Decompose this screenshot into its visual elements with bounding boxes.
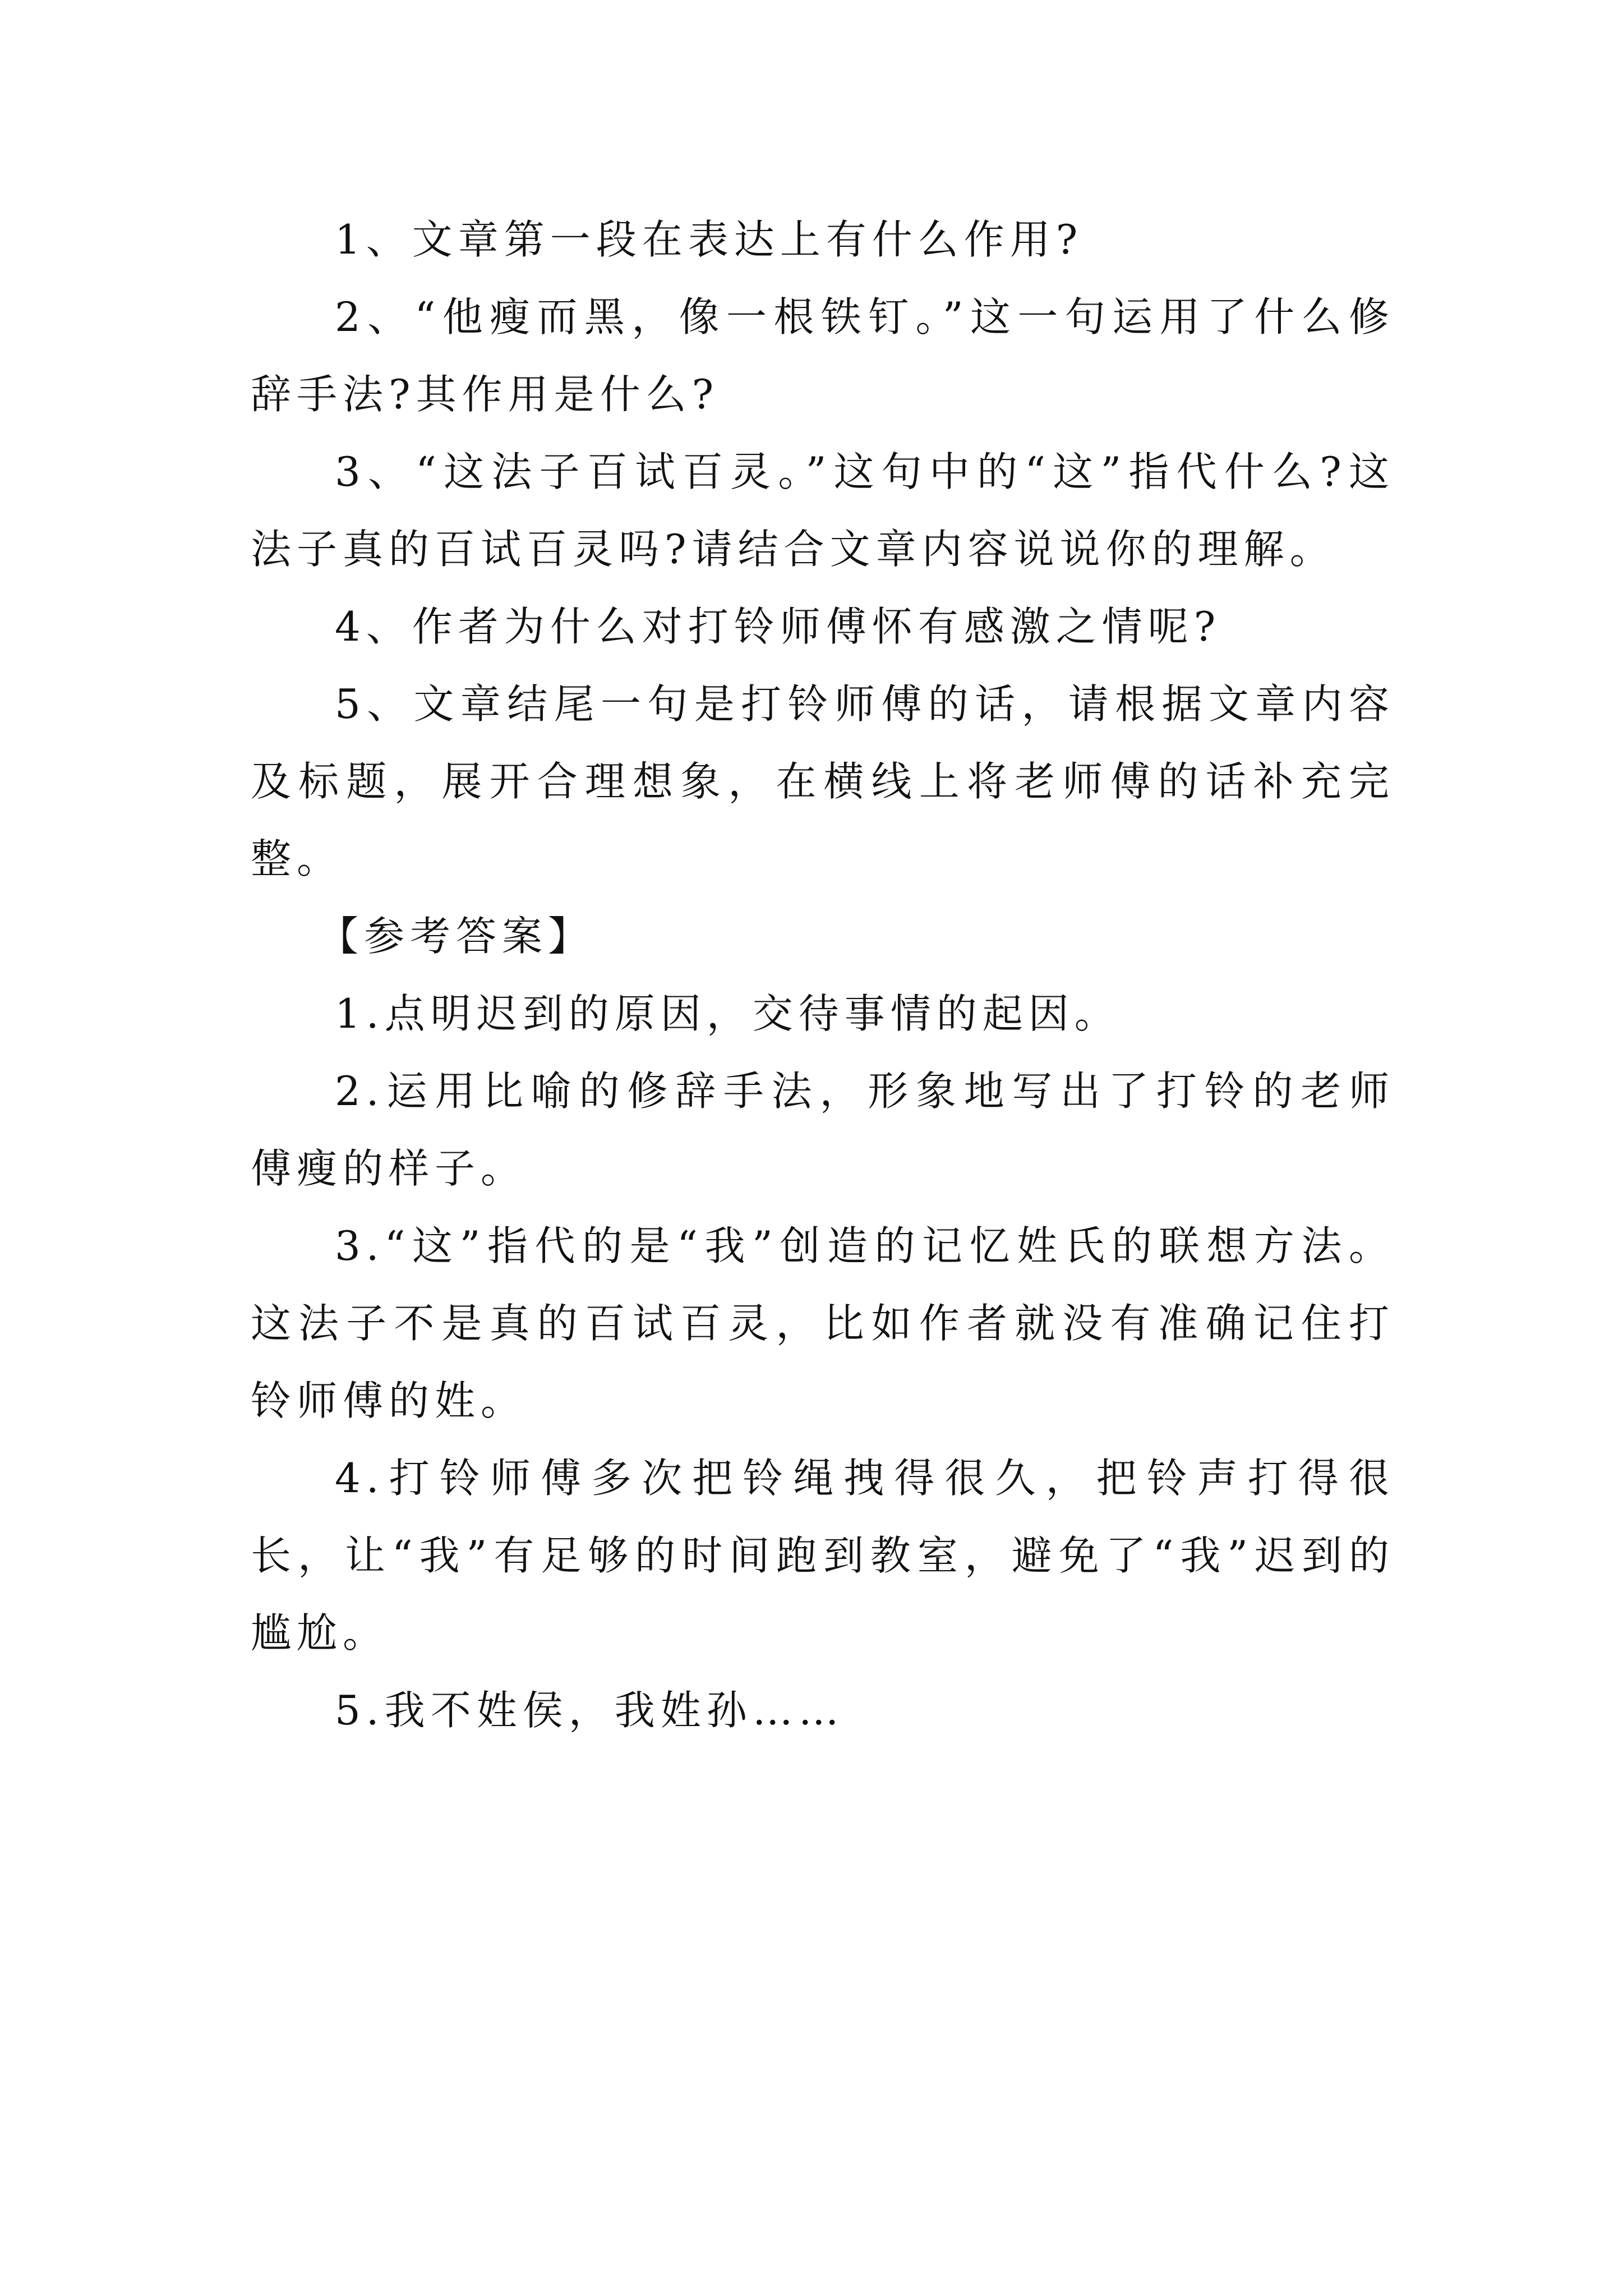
answer-1: 1.点明迟到的原因，交待事情的起因。	[335, 990, 1121, 1037]
question-1: 1、文章第一段在表达上有什么作用?	[335, 216, 1083, 263]
question-4: 4、作者为什么对打铃师傅怀有感激之情呢?	[335, 603, 1221, 650]
answer-4: 4.打铃师傅多次把铃绳拽得很久，把铃声打得很长，让“我”有足够的时间跑到教室，避免了“我”迟到的尴尬。	[251, 1455, 1395, 1657]
document-body	[251, 201, 1395, 1749]
answer-heading: 【参考答案】	[318, 913, 594, 960]
answer-5: 5.我不姓侯，我姓孙……	[335, 1687, 845, 1734]
question-2: 2、“他瘦而黑，像一根铁钉。”这一句运用了什么修辞手法?其作用是什么?	[251, 293, 1395, 418]
answer-2: 2.运用比喻的修辞手法，形象地写出了打铃的老师傅瘦的样子。	[251, 1068, 1395, 1192]
question-5: 5、文章结尾一句是打铃师傅的话，请根据文章内容及标题，展开合理想象，在横线上将老师傅的话补充完整。	[251, 680, 1395, 882]
question-3: 3、“这法子百试百灵。”这句中的“这”指代什么?这法子真的百试百灵吗?请结合文章内容说说你的理解。	[251, 448, 1395, 573]
answer-3: 3.“这”指代的是“我”创造的记忆姓氏的联想方法。这法子不是真的百试百灵，比如作者就没有准确记住打铃师傅的姓。	[251, 1222, 1395, 1424]
